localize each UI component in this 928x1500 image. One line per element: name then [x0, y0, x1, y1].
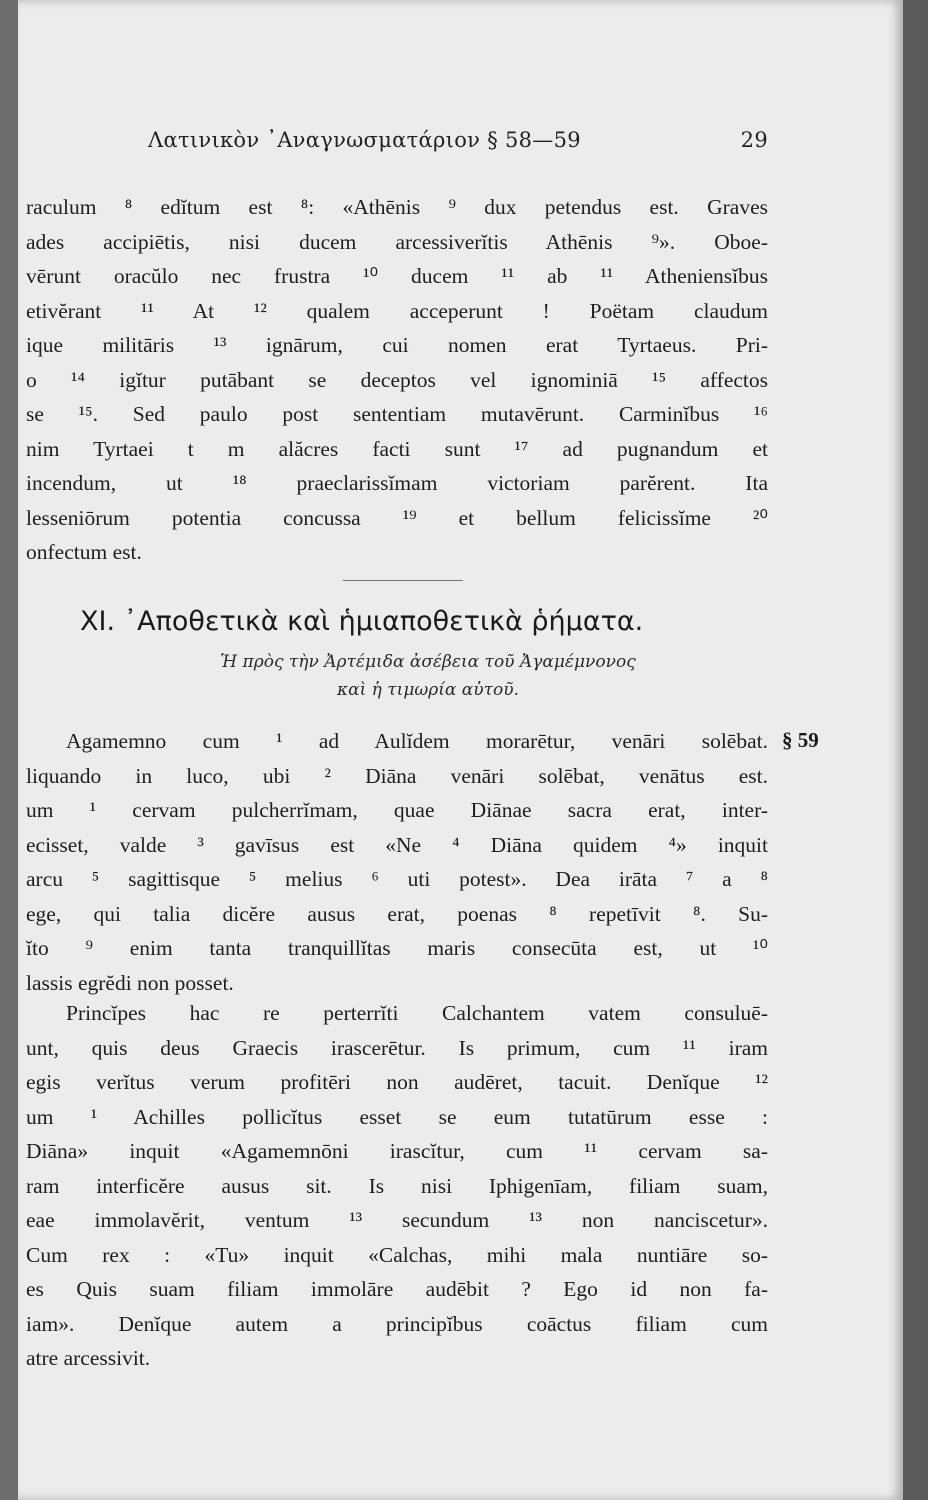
paragraph-top — [26, 190, 768, 570]
section-subtitle-2: καὶ ἡ τιμωρία αὐτοῦ. — [336, 680, 519, 700]
text-line: vērunt oracŭlo nec frustra ¹⁰ ducem ¹¹ ab ¹¹ Atheniensĭbus — [26, 264, 768, 288]
text-line: iam». Denĭque autem a principĭbus coāctus filiam cum — [26, 1311, 768, 1336]
text-line: eae immolavĕrit, ventum ¹³ secundum ¹³ non nanciscetur». — [26, 1208, 768, 1232]
text-line: incendum, ut ¹⁸ praeclarissĭmam victoriam parĕrent. Ita — [26, 471, 768, 495]
text-line: ĭto ⁹ enim tanta tranquillĭtas maris consecūta est, ut ¹⁰ — [26, 936, 768, 960]
page-edge — [903, 0, 928, 1500]
text-line: um ¹ cervam pulcherrĭmam, quae Diānae sacra erat, inter- — [26, 798, 768, 822]
text-line: liquando in luco, ubi ² Diāna venāri solēbat, venātus est. — [26, 763, 768, 788]
text-line: o ¹⁴ igĭtur putābant se deceptos vel ignominiā ¹⁵ affectos — [26, 367, 768, 392]
section-divider — [343, 580, 463, 581]
text-line: es Quis suam filiam immolāre audēbit ? Ego id non fa- — [26, 1277, 768, 1301]
text-line: ege, qui talia dicĕre ausus erat, poenas ⁸ repetīvit ⁸. Su- — [26, 901, 768, 926]
page-number: 29 — [740, 128, 768, 152]
text-line: lassis egrĕdi non posset. — [26, 970, 234, 995]
text-line: ecisset, valde ³ gavīsus est «Ne ⁴ Diāna quidem ⁴» inquit — [26, 832, 768, 857]
text-line: etivĕrant ¹¹ At ¹² qualem acceperunt ! Poëtam claudum — [26, 298, 768, 323]
text-line: ram interficĕre ausus sit. Is nisi Iphigenīam, filiam suam, — [26, 1173, 768, 1198]
text-line: se ¹⁵. Sed paulo post sententiam mutavērunt. Carminĭbus ¹⁶ — [26, 402, 768, 426]
text-line: Diāna» inquit «Agamemnōni irascĭtur, cum ¹¹ cervam sa- — [26, 1139, 768, 1163]
text-line: lesseniōrum potentia concussa ¹⁹ et bellum felicissĭme ²⁰ — [26, 505, 768, 530]
text-line: nim Tyrtaei t m alăcres facti sunt ¹⁷ ad pugnandum et — [26, 436, 768, 461]
book-page — [18, 0, 903, 1500]
text-line: unt, quis deus Graecis irascerētur. Is primum, cum ¹¹ iram — [26, 1035, 768, 1060]
text-line: ique militāris ¹³ ignārum, cui nomen erat Tyrtaeus. Pri- — [26, 333, 768, 357]
text-line: ades accipiētis, nisi ducem arcessiverĭtis Athēnis ⁹». Oboe- — [26, 229, 768, 254]
text-line: atre arcessivit. — [26, 1346, 151, 1370]
text-line: Cum rex : «Tu» inquit «Calchas, mihi mala nuntiāre so- — [26, 1242, 768, 1267]
paragraph-agamemno — [26, 724, 768, 1000]
text-line: Princĭpes hac re perterrĭti Calchantem vatem consuluē- — [66, 1001, 768, 1025]
text-line: Agamemno cum ¹ ad Aulĭdem morarētur, venāri solēbat. — [66, 729, 768, 753]
text-line: onfectum est. — [26, 540, 142, 564]
binding-edge — [0, 0, 18, 1500]
section-margin-mark: § 59 — [782, 728, 819, 752]
text-line: arcu ⁵ sagittisque ⁵ melius ⁶ uti potest». Dea irāta ⁷ a ⁸ — [26, 867, 768, 891]
running-header — [148, 128, 768, 152]
text-line: egis verĭtus verum profitēri non audēret, tacuit. Denĭque ¹² — [26, 1070, 768, 1094]
text-line: raculum ⁸ edĭtum est ⁸: «Athēnis ⁹ dux petendus est. Graves — [26, 195, 768, 219]
text-line: um ¹ Achilles pollicĭtus esset se eum tutatūrum esse : — [26, 1104, 768, 1129]
section-subtitle-1: Ἡ πρὸς τὴν Ἀρτέμιδα ἀσέβεια τοῦ Ἀγαμέμνονος — [220, 652, 636, 672]
paragraph-principes — [26, 996, 768, 1376]
running-title: Λατινικὸν ᾿Αναγνωσματάριον § 58—59 — [148, 128, 581, 152]
section-title: XI. ᾿Αποθετικὰ καὶ ἡμιαποθετικὰ ῥήματα. — [80, 606, 644, 637]
